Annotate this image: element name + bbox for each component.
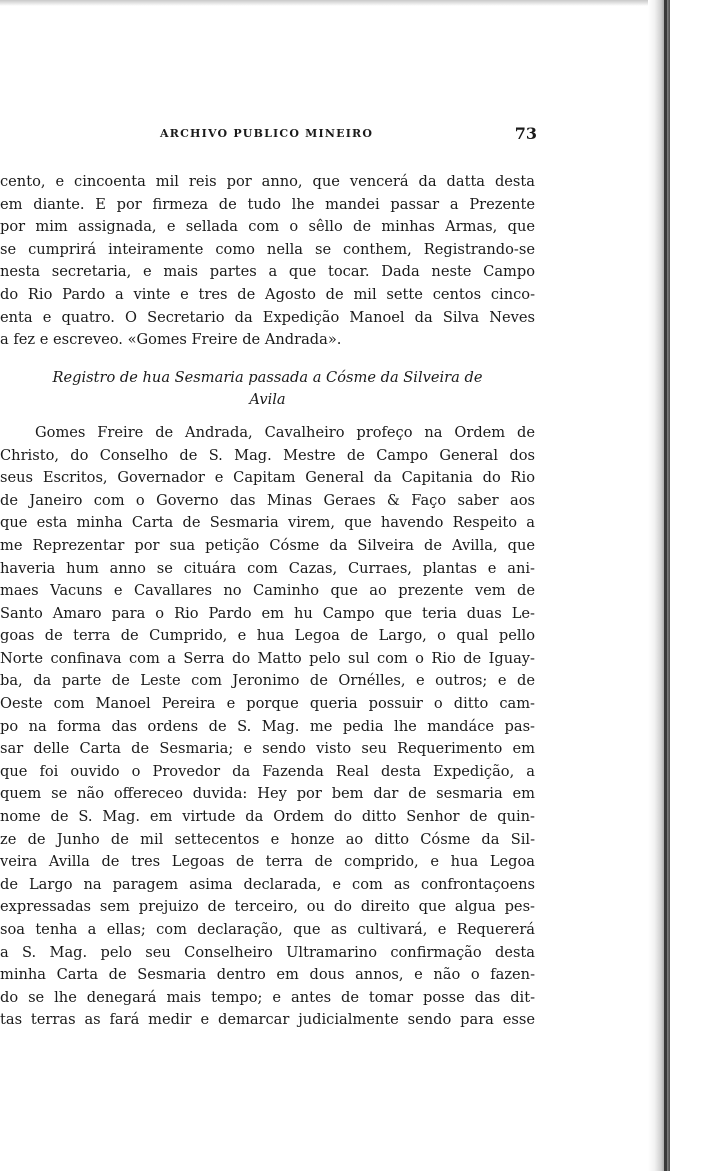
text-line: Norte confinava com a Serra do Matto pelo sul com o Rio de Iguay-: [0, 649, 535, 667]
text-line: expressadas sem prejuizo de terceiro, ou do direito que algua pes-: [0, 898, 535, 916]
paragraph-1: [0, 171, 535, 352]
page-header: [0, 124, 545, 149]
text-line: me Reprezentar por sua petição Cósme da Silveira de Avilla, que: [0, 536, 535, 554]
text-line: por mim assignada, e sellada com o sêllo de minhas Armas, que: [0, 218, 535, 236]
running-head: ARCHIVO PUBLICO MINEIRO: [160, 127, 374, 140]
text-line: Christo, do Conselho de S. Mag. Mestre de Campo General dos: [0, 446, 535, 464]
text-line: enta e quatro. O Secretario da Expedição Manoel da Silva Neves: [0, 308, 535, 326]
text-line: de Largo na paragem asima declarada, e com as confrontaçoens: [0, 875, 535, 893]
text-line: ze de Junho de mil settecentos e honze ao ditto Cósme da Sil-: [0, 830, 535, 848]
text-line: Gomes Freire de Andrada, Cavalheiro profeço na Ordem de: [35, 423, 535, 441]
text-line: maes Vacuns e Cavallares no Caminho que ao prezente vem de: [0, 582, 535, 600]
text-line: nesta secretaria, e mais partes a que tocar. Dada neste Campo: [0, 263, 535, 281]
section-title-line: Avila: [249, 391, 286, 409]
text-line: Santo Amaro para o Rio Pardo em hu Campo que teria duas Le-: [0, 604, 535, 622]
text-line: Oeste com Manoel Pereira e porque queria possuir o ditto cam-: [0, 695, 535, 713]
text-line: do se lhe denegará mais tempo; e antes de tomar posse das dit-: [0, 988, 535, 1006]
text-line: tas terras as fará medir e demarcar judicialmente sendo para esse: [0, 1011, 535, 1029]
text-line: a fez e escreveo. «Gomes Freire de Andrada».: [0, 331, 342, 349]
text-line: sar delle Carta de Sesmaria; e sendo visto seu Requerimento em: [0, 740, 535, 758]
text-line: de Janeiro com o Governo das Minas Geraes & Faço saber aos: [0, 491, 535, 509]
text-line: se cumprirá inteiramente como nella se conthem, Registrando-se: [0, 240, 535, 258]
text-line: goas de terra de Cumprido, e hua Legoa de Largo, o qual pello: [0, 627, 535, 645]
text-line: cento, e cincoenta mil reis por anno, que vencerá da datta desta: [0, 173, 535, 190]
page-number: 73: [514, 124, 537, 143]
text-line: ba, da parte de Leste com Jeronimo de Ornélles, e outros; e de: [0, 672, 535, 690]
page-body: [0, 171, 535, 1032]
page-edge-line: [664, 0, 667, 1171]
text-line: do Rio Pardo a vinte e tres de Agosto de mil sette centos cinco-: [0, 285, 535, 303]
text-line: quem se não offereceo duvida: Hey por bem dar de sesmaria em: [0, 785, 535, 803]
section-title-line: Registro de hua Sesmaria passada a Cósme da Silveira de: [52, 368, 483, 386]
text-line: nome de S. Mag. em virtude da Ordem do ditto Senhor de quin-: [0, 808, 535, 826]
page-top-shadow: [0, 0, 660, 6]
section-title: [0, 367, 535, 412]
text-line: soa tenha a ellas; com declaração, que as cultivará, e Requererá: [0, 921, 535, 938]
text-line: haveria hum anno se cituára com Cazas, Curraes, plantas e ani-: [0, 559, 535, 577]
paragraph-2: [0, 422, 535, 1032]
text-line: a S. Mag. pelo seu Conselheiro Ultramarino confirmação desta: [0, 943, 535, 961]
text-line: seus Escritos, Governador e Capitam General da Capitania do Rio: [0, 469, 535, 487]
text-line: em diante. E por firmeza de tudo lhe mandei passar a Prezente: [0, 195, 535, 213]
text-line: que esta minha Carta de Sesmaria virem, que havendo Respeito a: [0, 514, 535, 532]
text-line: po na forma das ordens de S. Mag. me pedia lhe mandáce pas-: [0, 717, 535, 735]
text-line: veira Avilla de tres Legoas de terra de comprido, e hua Legoa: [0, 853, 535, 871]
text-line: que foi ouvido o Provedor da Fazenda Real desta Expedição, a: [0, 762, 535, 780]
text-line: minha Carta de Sesmaria dentro em dous annos, e não o fazen-: [0, 966, 535, 984]
